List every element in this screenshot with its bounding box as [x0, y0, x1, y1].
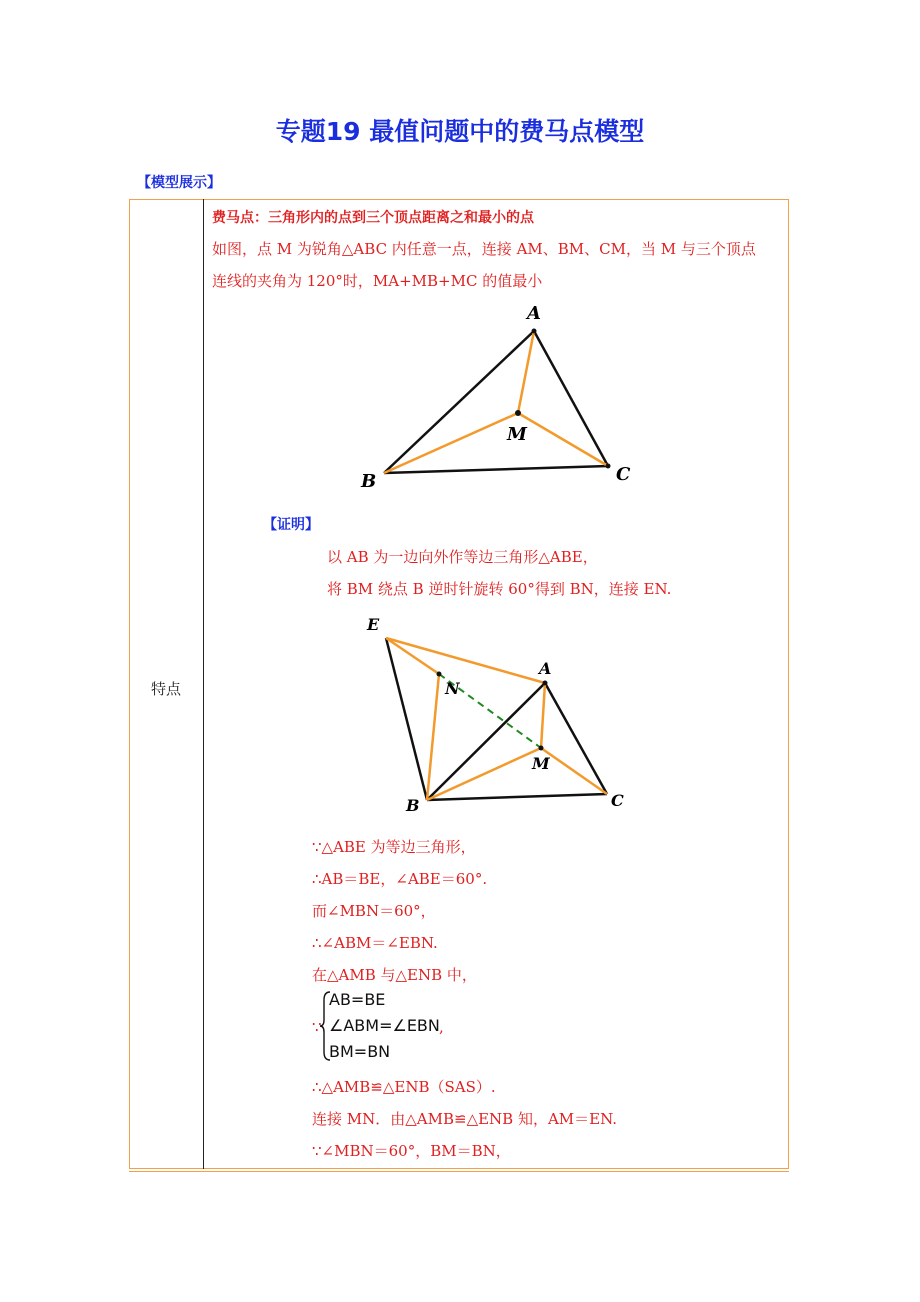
page-title: 专题19 最值问题中的费马点模型: [275, 117, 645, 146]
label-e: E: [367, 615, 380, 634]
side-ea: [386, 638, 545, 683]
row-label: 特点: [151, 680, 182, 698]
condition-1: AB=BE: [329, 990, 386, 1009]
label-c: C: [616, 464, 631, 485]
table-bottom-border: [129, 1171, 789, 1172]
step-7: 连接 MN．由△AMB≌△ENB 知，AM＝EN.: [312, 1110, 618, 1128]
label-b: B: [361, 471, 377, 492]
column-divider: [203, 199, 204, 1169]
label-n: N: [445, 679, 460, 698]
segment-bn: [427, 674, 439, 800]
condition-2: ∠ABM=∠EBN: [329, 1016, 440, 1035]
step-8: ∵∠MBN＝60°，BM＝BN，: [312, 1142, 511, 1160]
label-c: C: [611, 791, 624, 810]
step-6: ∴△AMB≌△ENB（SAS）.: [312, 1078, 496, 1096]
segment-bm: [427, 748, 541, 800]
point-m: [539, 746, 544, 751]
proof-label: 【证明】: [263, 517, 319, 533]
side-ac: [545, 683, 607, 794]
label-b: B: [406, 796, 420, 815]
segment-cm: [541, 748, 607, 794]
side-ab: [384, 331, 534, 473]
step-5: 在△AMB 与△ENB 中，: [312, 966, 477, 984]
intro-line-1: 如图，点 M 为锐角△ABC 内任意一点，连接 AM、BM、CM，当 M 与三个顶点: [212, 240, 756, 258]
point-n: [437, 672, 442, 677]
proof-line-2: 将 BM 绕点 B 逆时针旋转 60°得到 BN，连接 EN.: [327, 580, 672, 598]
label-a: A: [539, 659, 552, 678]
label-a: A: [527, 303, 541, 324]
condition-comma: ,: [439, 1018, 444, 1036]
side-bc: [427, 794, 607, 800]
condition-3: BM=BN: [329, 1042, 391, 1061]
step-4: ∴∠ABM＝∠EBN.: [312, 934, 438, 952]
point-a: [543, 681, 548, 686]
fermat-definition: 费马点：三角形内的点到三个顶点距离之和最小的点: [212, 210, 534, 226]
congruence-system: [312, 988, 492, 1064]
figure-rotation-proof: [355, 610, 645, 820]
step-1: ∵△ABE 为等边三角形，: [312, 838, 476, 856]
point-m: [515, 410, 521, 416]
intro-line-2: 连线的夹角为 120°时，MA+MB+MC 的值最小: [212, 272, 543, 290]
side-ab: [427, 683, 545, 800]
label-m: M: [532, 754, 550, 773]
step-3: 而∠MBN＝60°，: [312, 902, 436, 920]
figure-triangle-fermat: [355, 300, 645, 500]
segment-bm: [384, 413, 518, 473]
section-label: 【模型展示】: [137, 175, 221, 191]
proof-line-1: 以 AB 为一边向外作等边三角形△ABE，: [327, 548, 598, 566]
point-a: [532, 329, 537, 334]
because-symbol: ∵: [312, 1018, 322, 1036]
segment-am: [541, 683, 545, 748]
side-ac: [534, 331, 608, 466]
point-c: [606, 464, 611, 469]
step-2: ∴AB＝BE，∠ABE＝60°.: [312, 870, 488, 888]
side-bc: [384, 466, 608, 473]
label-m: M: [507, 424, 527, 445]
